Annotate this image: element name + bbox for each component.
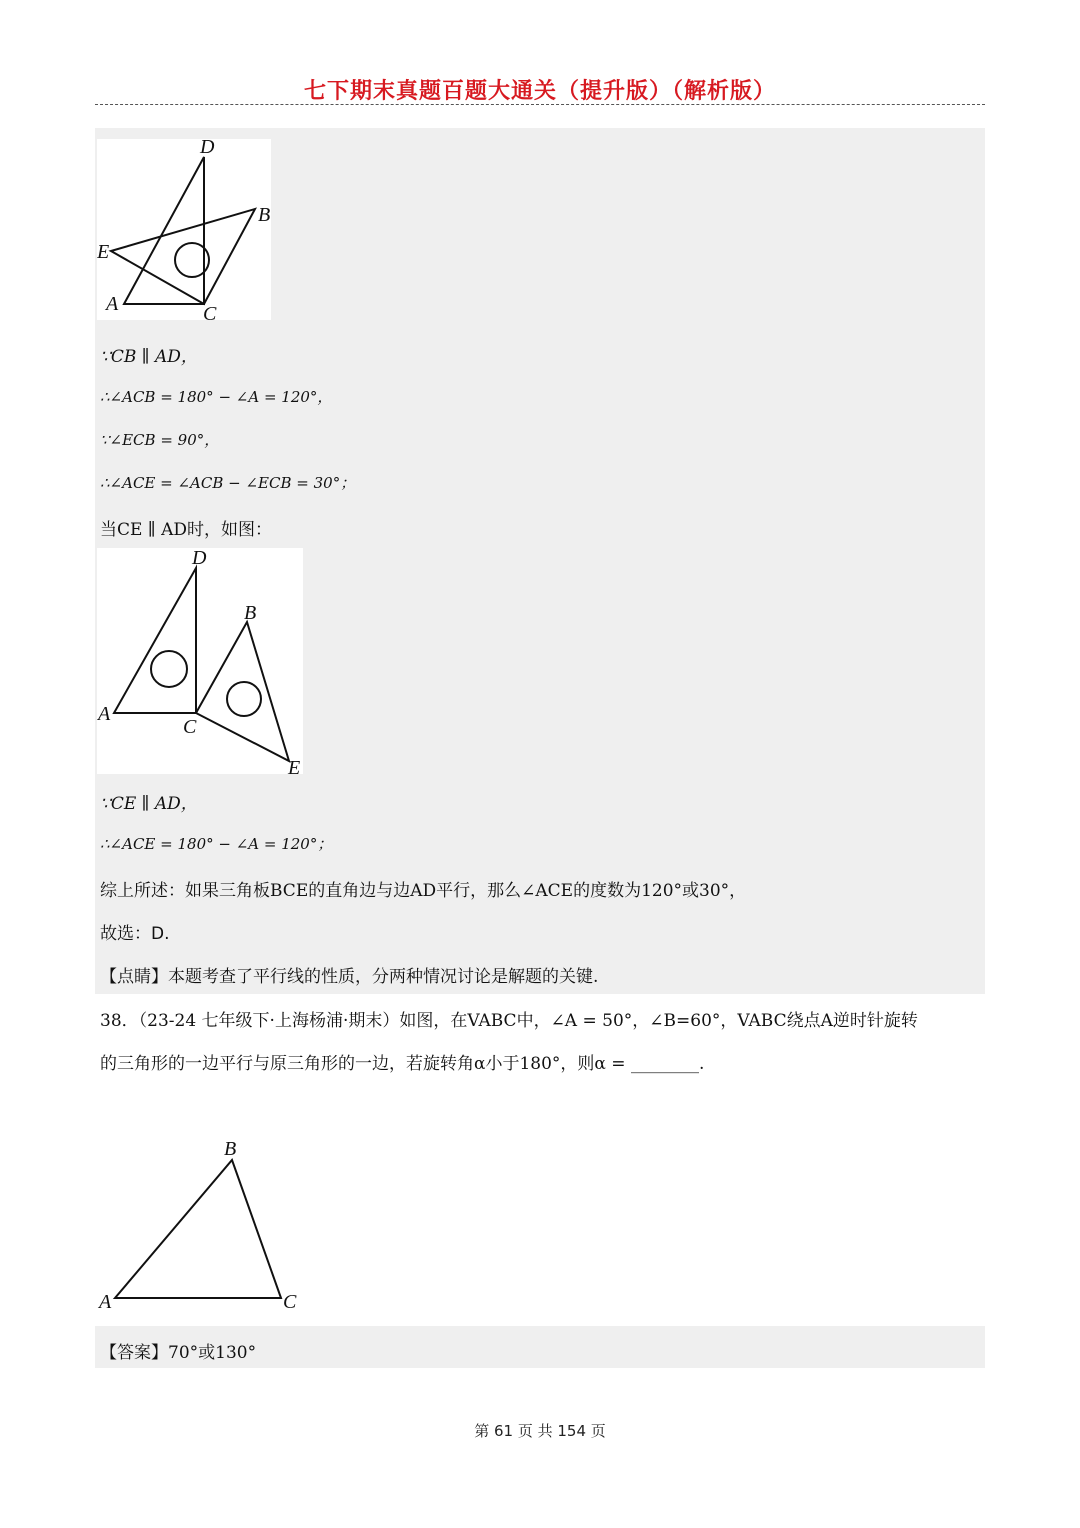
solution-line-9: 故选：D.	[100, 924, 170, 944]
figure-3-svg	[97, 1135, 307, 1313]
ruler-hole-circle-right	[227, 682, 261, 716]
question-38-line-1: 38．（23-24 七年级下·上海杨浦·期末）如图，在VABC中，∠A = 50°，∠B=60°，VABC绕点A逆时针旋转	[100, 1011, 918, 1031]
solution-line-6: ∵CE ∥ AD，	[100, 794, 198, 814]
label-d: D	[192, 548, 207, 569]
triangle-abc	[115, 1160, 281, 1298]
figure-1-svg	[97, 139, 271, 320]
solution-line-8: 综上所述：如果三角板BCE的直角边与边AD平行，那么∠ACE的度数为120°或30°，	[100, 881, 747, 901]
insight-note: 【点睛】本题考查了平行线的性质，分两种情况讨论是解题的关键.	[100, 967, 599, 987]
page-header-title: 七下期末真题百题大通关（提升版）（解析版）	[303, 79, 776, 104]
solution-line-1: ∵CB ∥ AD，	[100, 347, 198, 367]
header-divider	[95, 104, 985, 105]
solution-line-4: ∴∠ACE = ∠ACB − ∠ECB = 30°；	[100, 474, 356, 492]
figure-2-svg	[97, 548, 303, 774]
ruler-hole-circle-left	[151, 651, 187, 687]
question-38-line-2: 的三角形的一边平行与原三角形的一边，若旋转角α小于180°，则α = ________.	[100, 1054, 705, 1074]
label-d: D	[200, 139, 215, 158]
solution-line-3: ∵∠ECB = 90°，	[100, 431, 220, 449]
label-a: A	[98, 703, 111, 725]
figure-2	[97, 548, 303, 774]
label-c: C	[283, 1291, 297, 1313]
solution-line-2: ∴∠ACB = 180° − ∠A = 120°，	[100, 388, 333, 406]
figure-1	[97, 139, 271, 320]
label-a: A	[106, 293, 119, 315]
label-b: B	[244, 602, 257, 624]
figure-3	[97, 1135, 307, 1313]
label-e: E	[288, 757, 301, 774]
answer-text: 【答案】70°或130°	[100, 1343, 257, 1363]
triangle-acd	[114, 568, 196, 713]
page-footer: 第 61 页 共 154 页	[474, 1422, 606, 1440]
solution-line-5: 当CE ∥ AD时，如图：	[100, 520, 272, 540]
label-c: C	[183, 716, 197, 738]
triangle-bce	[196, 622, 289, 761]
label-a: A	[99, 1291, 112, 1313]
label-c: C	[203, 303, 217, 320]
label-b: B	[258, 204, 271, 226]
label-e: E	[97, 241, 110, 263]
solution-line-7: ∴∠ACE = 180° − ∠A = 120°；	[100, 835, 333, 853]
label-b: B	[224, 1138, 237, 1160]
